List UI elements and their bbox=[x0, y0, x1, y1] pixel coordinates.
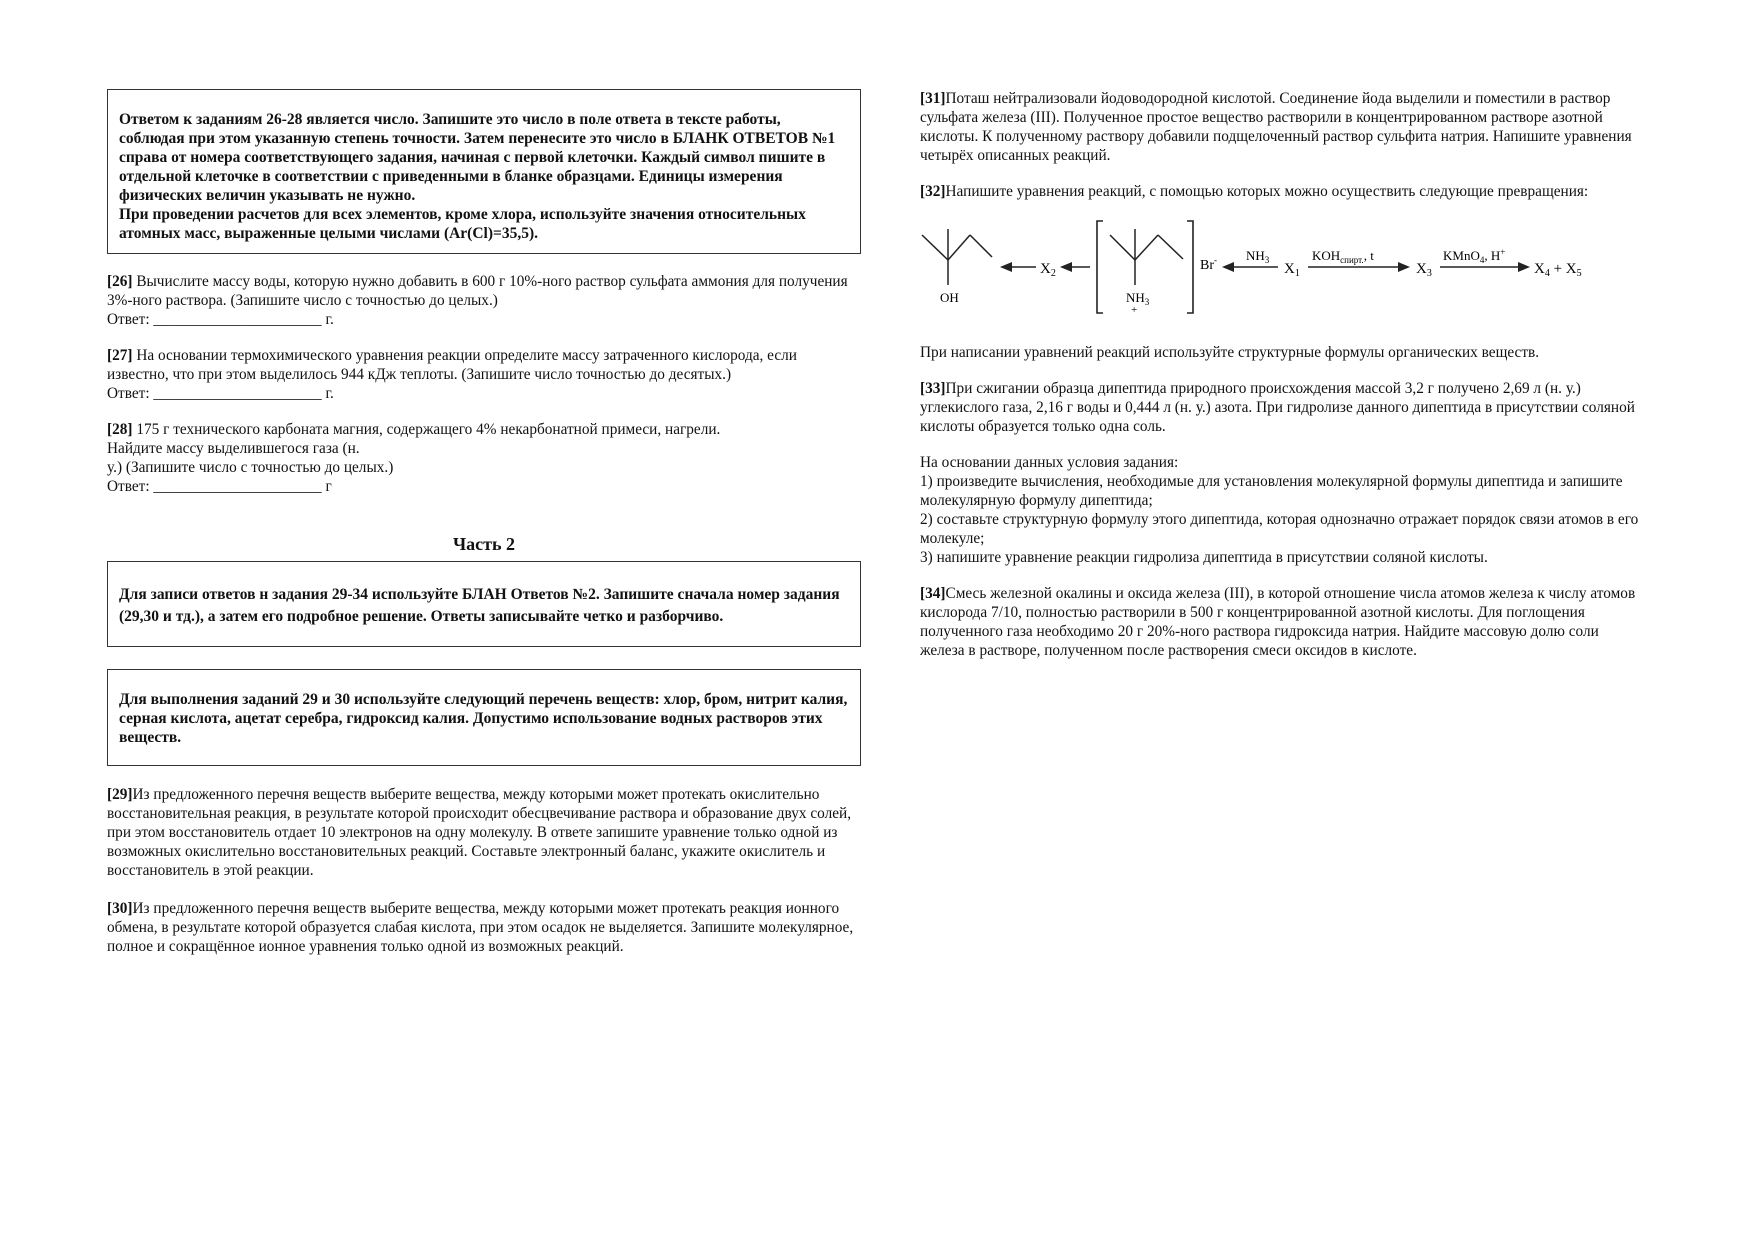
task-33-item-2: 2) составьте структурную формулу этого дипептида, которая однозначно отражает порядок связи атомов в его молекуле; bbox=[920, 511, 1639, 547]
task-28-text-3: у.) (Запишите число с точностью до целых.) bbox=[107, 459, 394, 476]
task-28 bbox=[107, 420, 861, 496]
task-34 bbox=[920, 584, 1640, 660]
x3-label: $X_3$ bbox=[1416, 261, 1432, 279]
task-30-text: Из предложенного перечня веществ выберите вещества, между которыми может протекать реакция ионного обмена, в результате которой образуется слабая кислота, при этом осадок не выделяется. Запишите молекулярное, полное и сокращённое ионное уравнения только одной из возможных реакций. bbox=[107, 900, 854, 955]
task-32-note: При написании уравнений реакций используйте структурные формулы органических веществ. bbox=[920, 344, 1540, 361]
oh-label: OH bbox=[940, 290, 959, 305]
left-column bbox=[107, 89, 861, 956]
part2-title: Часть 2 bbox=[452, 534, 516, 554]
task-27-answer-line[interactable]: Ответ: ______________________ г. bbox=[107, 385, 334, 402]
task-29-number: [29] bbox=[107, 786, 133, 803]
task-26-number: [26] bbox=[107, 273, 133, 290]
task-31 bbox=[920, 89, 1640, 165]
scheme-svg bbox=[920, 215, 1640, 325]
task-26-answer-line[interactable]: Ответ: ______________________ г. bbox=[107, 311, 334, 328]
task-32-number: [32] bbox=[920, 183, 946, 200]
task-33 bbox=[920, 379, 1640, 436]
task-27 bbox=[107, 346, 861, 403]
task-33-number: [33] bbox=[920, 380, 946, 397]
substances-text: Для выполнения заданий 29 и 30 используйте следующий перечень веществ: хлор, бром, нитрит калия, серная кислота, ацетат серебра, гидроксид калия. Допустимо использование водных растворов этих веществ. bbox=[119, 691, 848, 746]
instructions-text-1: Ответом к заданиям 26-28 является число. Запишите это число в поле ответа в тексте работы, соблюдая при этом указанную степень точности. Затем перенесите это число в БЛАНК ОТВЕТОВ №1 справа от номера соответствующего задания, начиная с первой клеточки. Каждый символ пишите в отдельной клеточке в соответствии с приведенными в бланке образцами. Единицы измерения физических величин указывать не нужно. bbox=[119, 111, 836, 204]
instructions-text-2: При проведении расчетов для всех элементов, кроме хлора, используйте значения относительных атомных масс, выраженные целыми числами (Ar(Cl)=35,5). bbox=[119, 206, 806, 242]
task-30-number: [30] bbox=[107, 900, 133, 917]
task-26 bbox=[107, 272, 861, 329]
task-32 bbox=[920, 182, 1640, 201]
task-29-text: Из предложенного перечня веществ выберите вещества, между которыми может протекать окислительно восстановительная реакция, в результате которой происходит обесцвечивание раствора и образование двух солей, при этом восстановитель отдает 10 электронов на одну молекулу. В ответе запишите уравнение только одной из возможных окислительно восстановительных реакций. Составьте электронный баланс, укажите окислитель и восстановитель в этой реакции. bbox=[107, 786, 852, 879]
plus-charge: + bbox=[1131, 304, 1138, 316]
products-label: $X_4 + X_5$ bbox=[1534, 261, 1582, 279]
nh3-group-label: $NH_3$ bbox=[1126, 290, 1150, 307]
task-32-text: Напишите уравнения реакций, с помощью которых можно осуществить следующие превращения: bbox=[945, 183, 1589, 200]
task-34-text: Смесь железной окалины и оксида железа (III), в которой отношение числа атомов железа к числу атомов кислорода 7/10, полностью растворили в 500 г концентрированной азотной кислоты. Для поглощения полученного газа необходимо 20 г 20%-ного раствора гидроксида натрия. Найдите массовую долю соли железа в растворе, полученном после растворения смеси оксидов в кислоте. bbox=[920, 585, 1636, 659]
reagent-kmno4: KMnO$_4$, H+ bbox=[1443, 247, 1506, 265]
ammonium-structure bbox=[1110, 229, 1183, 285]
task-33-item-1: 1) произведите вычисления, необходимые для установления молекулярной формулы дипептида и запишите молекулярную формулу дипептида; bbox=[920, 473, 1623, 509]
task-31-text: Поташ нейтрализовали йодоводородной кислотой. Соединение йода выделили и поместили в раствор сульфата железа (III). Полученное простое вещество растворили в концентрированном растворе азотной кислоты. К полученному раствору добавили подщелоченный раствор сульфита натрия. Напишите уравнения четырёх описанных реакций. bbox=[920, 90, 1632, 164]
part2-instructions-text: Для записи ответов н задания 29-34 используйте БЛАН Ответов №2. Запишите сначала номер задания (29,30 и тд.), а затем его подробное решение. Ответы записывайте четко и разборчиво. bbox=[119, 586, 840, 625]
arrow-x3-to-products bbox=[1440, 262, 1530, 272]
task-33-item-3: 3) напишите уравнение реакции гидролиза дипептида в присутствии соляной кислоты. bbox=[920, 549, 1488, 566]
reagent-nh3: $NH_3$ bbox=[1246, 248, 1270, 265]
x2-label: $X_2$ bbox=[1040, 261, 1056, 279]
task-30 bbox=[107, 899, 861, 956]
task-26-text: Вычислите массу воды, которую нужно добавить в 600 г 10%-ного раствор сульфата аммония для получения 3%-ного раствора. (Запишите число с точностью до целых.) bbox=[107, 273, 848, 309]
task-34-number: [34] bbox=[920, 585, 946, 602]
alcohol-structure bbox=[922, 229, 992, 285]
bromide-label: Br- bbox=[1200, 255, 1217, 273]
task-33-text: При сжигании образца дипептида природного происхождения массой 3,2 г получено 2,69 л (н. у.) углекислого газа, 2,16 г воды и 0,444 л (н. у.) азота. При гидролизе данного дипептида в присутствии соляной кислоты образуется только одна соль. bbox=[920, 380, 1635, 435]
reagent-koh: $KOH_{спирт.}$, t bbox=[1312, 248, 1374, 265]
task-33-intro: На основании данных условия задания: bbox=[920, 454, 1179, 471]
task-29 bbox=[107, 785, 861, 880]
arrow-x2-to-alcohol bbox=[1000, 262, 1036, 272]
task-27-text: На основании термохимического уравнения реакции определите массу затраченного кислорода, если известно, что при этом выделилось 944 кДж теплоты. (Запишите число точностью до десятых.) bbox=[107, 347, 797, 383]
task-28-number: [28] bbox=[107, 421, 133, 438]
task-28-answer-line[interactable]: Ответ: ______________________ г bbox=[107, 478, 332, 495]
part2-instructions-box bbox=[107, 561, 861, 647]
arrow-salt-to-x2 bbox=[1060, 262, 1090, 272]
x1-label: $X_1$ bbox=[1284, 261, 1300, 279]
substances-box bbox=[107, 669, 861, 766]
task-33-instructions bbox=[920, 453, 1640, 567]
right-column bbox=[920, 89, 1640, 660]
task-27-number: [27] bbox=[107, 347, 133, 364]
task-31-number: [31] bbox=[920, 90, 946, 107]
transformation-scheme bbox=[920, 215, 1640, 325]
arrow-x1-to-salt bbox=[1222, 262, 1278, 272]
instructions-box-part1 bbox=[107, 89, 861, 254]
task-28-text-1: 175 г технического карбоната магния, содержащего 4% некарбонатной примеси, нагрели. bbox=[132, 421, 721, 438]
task-28-text-2: Найдите массу выделившегося газа (н. bbox=[107, 440, 360, 457]
